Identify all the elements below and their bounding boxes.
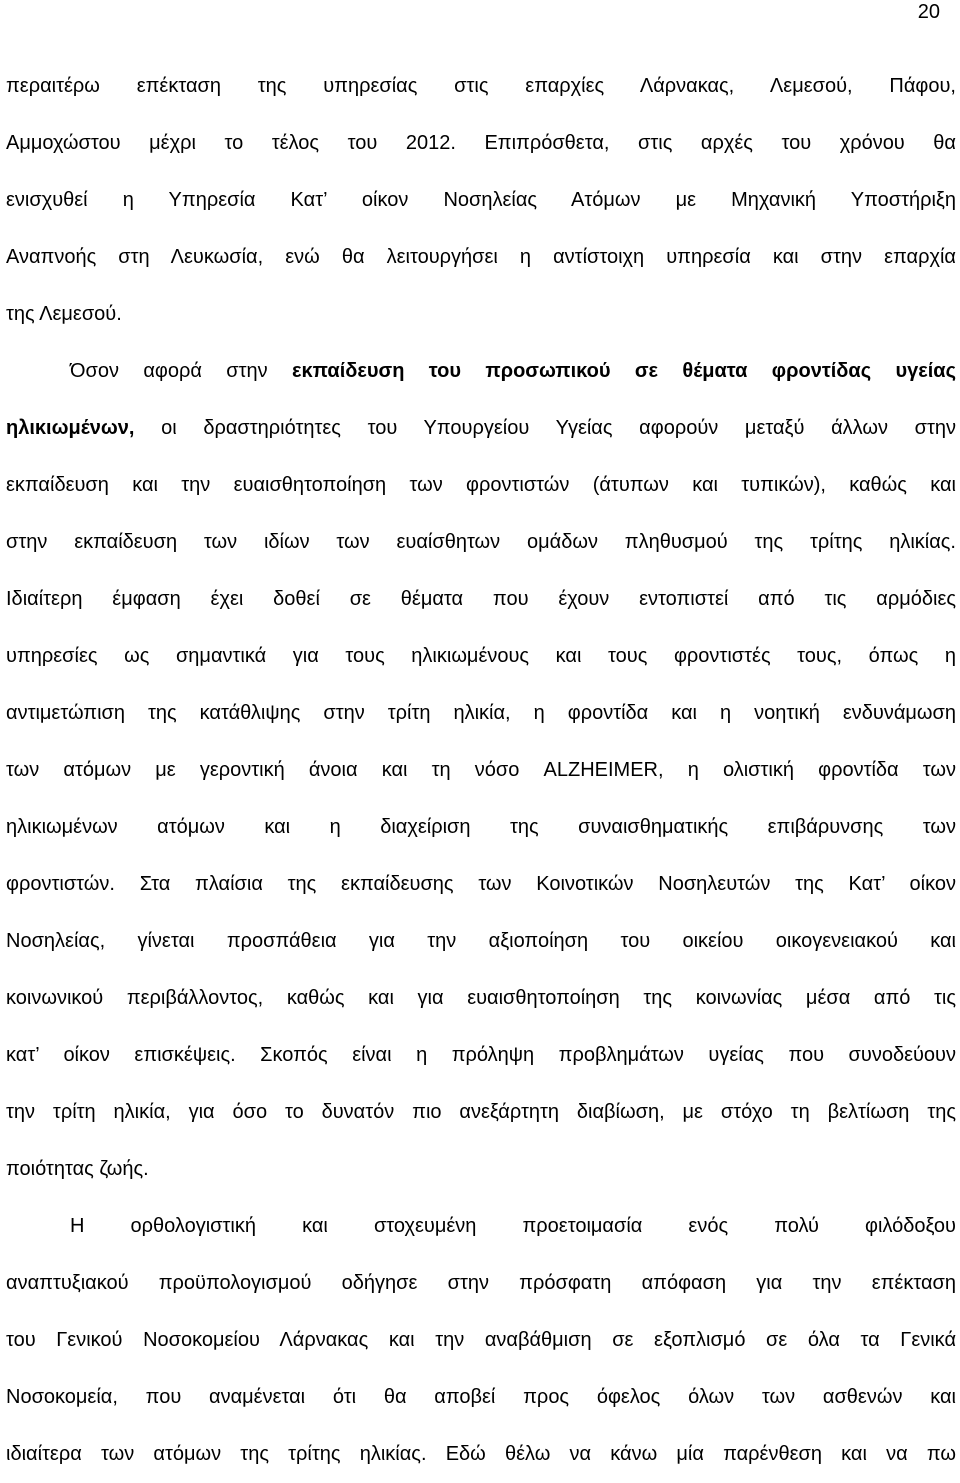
text-line: [6, 229, 956, 286]
text-line: [6, 58, 956, 115]
text-line: [6, 400, 956, 457]
text-line: [6, 1369, 956, 1426]
text-segment: ιδιαίτερα των ατόμων της τρίτης ηλικίας. Εδώ θέλω να κάνω μία παρένθεση και να πω: [6, 1443, 956, 1465]
text-line: [6, 970, 956, 1027]
text-line: [6, 1141, 956, 1198]
text-line: [6, 742, 956, 799]
text-segment: αναπτυξιακού προϋπολογισμού οδήγησε στην πρόσφατη απόφαση για την επέκταση: [6, 1272, 956, 1294]
bold-text-segment: εκπαίδευση του προσωπικού σε θέματα φροντίδας υγείας: [292, 360, 957, 382]
text-segment: Όσον αφορά στην: [70, 360, 293, 382]
document-page: [6, 0, 957, 1465]
text-segment: Νοσηλείας, γίνεται προσπάθεια για την αξιοποίηση του οικείου οικογενειακού και: [6, 930, 956, 952]
text-line: [6, 628, 956, 685]
text-segment: της Λεμεσού.: [6, 303, 122, 325]
text-segment: Αμμοχώστου μέχρι το τέλος του 2012. Επιπρόσθετα, στις αρχές του χρόνου θα: [6, 132, 956, 154]
text-line: [6, 115, 956, 172]
text-segment: στην εκπαίδευση των ιδίων των ευαίσθητων ομάδων πληθυσμού της τρίτης ηλικίας.: [6, 531, 956, 553]
text-segment: εκπαίδευση και την ευαισθητοποίηση των φροντιστών (άτυπων και τυπικών), καθώς και: [6, 474, 956, 496]
text-segment: κατ’ οίκον επισκέψεις. Σκοπός είναι η πρόληψη προβλημάτων υγείας που συνοδεύουν: [6, 1044, 956, 1066]
text-segment: φροντιστών. Στα πλαίσια της εκπαίδευσης των Κοινοτικών Νοσηλευτών της Κατ’ οίκον: [6, 873, 956, 895]
text-line: [6, 1255, 956, 1312]
text-segment: ηλικιωμένων ατόμων και η διαχείριση της συναισθηματικής επιβάρυνσης των: [6, 816, 956, 838]
body-text: [6, 58, 956, 1483]
text-line: [6, 856, 956, 913]
text-segment: Αναπνοής στη Λευκωσία, ενώ θα λειτουργήσει η αντίστοιχη υπηρεσία και στην επαρχία: [6, 246, 956, 268]
text-line: [6, 1426, 956, 1483]
text-line: [6, 514, 956, 571]
text-segment: Η ορθολογιστική και στοχευμένη προετοιμασία ενός πολύ φιλόδοξου: [70, 1215, 956, 1237]
text-line: [6, 286, 956, 343]
text-line: [6, 913, 956, 970]
bold-text-segment: ηλικιωμένων,: [6, 417, 135, 439]
text-segment: την τρίτη ηλικία, για όσο το δυνατόν πιο ανεξάρτητη διαβίωση, με στόχο τη βελτίωση της: [6, 1101, 956, 1123]
text-segment: αντιμετώπιση της κατάθλιψης στην τρίτη ηλικία, η φροντίδα και η νοητική ενδυνάμωση: [6, 702, 956, 724]
text-segment: του Γενικού Νοσοκομείου Λάρνακας και την αναβάθμιση σε εξοπλισμό σε όλα τα Γενικά: [6, 1329, 956, 1351]
text-segment: περαιτέρω επέκταση της υπηρεσίας στις επαρχίες Λάρνακας, Λεμεσού, Πάφου,: [6, 75, 956, 97]
page-number: 20: [917, 1, 940, 23]
text-line: [6, 799, 956, 856]
text-line: [6, 343, 956, 400]
text-segment: Νοσοκομεία, που αναμένεται ότι θα αποβεί προς όφελος όλων των ασθενών και: [6, 1386, 956, 1408]
text-segment: κοινωνικού περιβάλλοντος, καθώς και για ευαισθητοποίηση της κοινωνίας μέσα από τις: [6, 987, 956, 1009]
text-line: [6, 1084, 956, 1141]
text-line: [6, 1312, 956, 1369]
text-segment: οι δραστηριότητες του Υπουργείου Υγείας αφορούν μεταξύ άλλων στην: [134, 417, 956, 439]
text-line: [6, 172, 956, 229]
text-segment: ενισχυθεί η Υπηρεσία Κατ’ οίκον Νοσηλείας Ατόμων με Μηχανική Υποστήριξη: [6, 189, 956, 211]
text-line: [6, 571, 956, 628]
text-segment: υπηρεσίες ως σημαντικά για τους ηλικιωμένους και τους φροντιστές τους, όπως η: [6, 645, 956, 667]
text-line: [6, 1198, 956, 1255]
text-line: [6, 685, 956, 742]
text-segment: ποιότητας ζωής.: [6, 1158, 149, 1180]
text-segment: των ατόμων με γεροντική άνοια και τη νόσο ALZHEIMER, η ολιστική φροντίδα των: [6, 759, 956, 781]
text-line: [6, 457, 956, 514]
text-segment: Ιδιαίτερη έμφαση έχει δοθεί σε θέματα που έχουν εντοπιστεί από τις αρμόδιες: [6, 588, 956, 610]
text-line: [6, 1027, 956, 1084]
